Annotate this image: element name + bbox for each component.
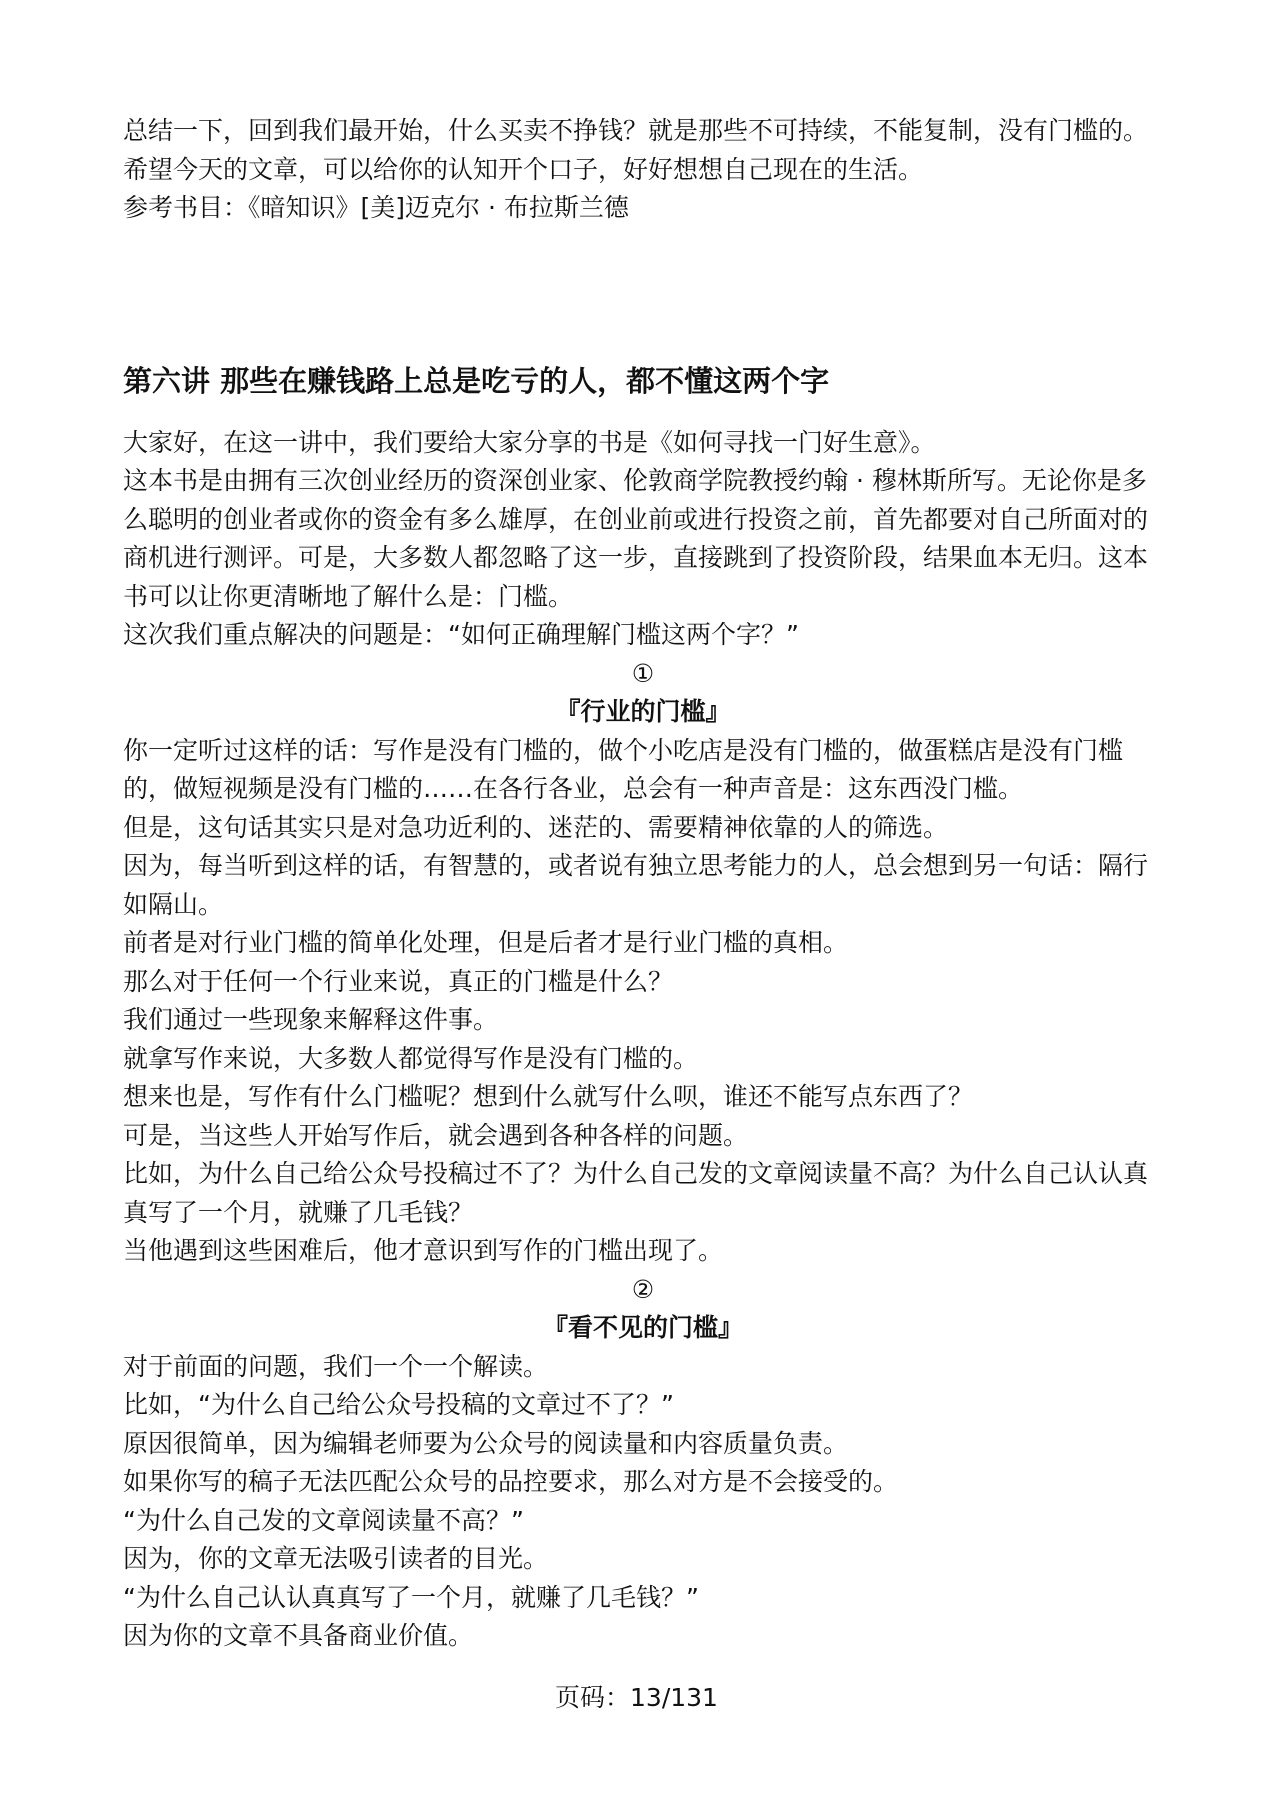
reference-line: 参考书目：《暗知识》[美]迈克尔 · 布拉斯兰德 (123, 193, 629, 222)
section-heading-1: 『行业的门槛』 (555, 697, 731, 726)
page-number: 页码：13/131 (555, 1683, 718, 1712)
spacer (123, 401, 1163, 424)
section2-paragraph: 因为你的文章不具备商业价值。 (123, 1621, 474, 1650)
section1-paragraph: 可是，当这些人开始写作后，就会遇到各种各样的问题。 (123, 1120, 749, 1150)
section-marker-2: ② (631, 1274, 655, 1304)
section1-paragraph: 我们通过一些现象来解释这件事。 (123, 1005, 499, 1034)
section-marker-1: ① (631, 658, 655, 688)
section1-paragraph: 就拿写作来说，大多数人都觉得写作是没有门槛的。 (123, 1043, 699, 1073)
lecture-paragraph: 大家好，在这一讲中，我们要给大家分享的书是《如何寻找一门好生意》。 (123, 427, 936, 457)
section1-paragraph: 比如，为什么自己给公众号投稿过不了？为什么自己发的文章阅读量不高？为什么自己认认真真写了一个月，就赚了几毛钱？ (123, 1159, 1149, 1227)
section1-paragraph: 前者是对行业门槛的简单化处理，但是后者才是行业门槛的真相。 (123, 928, 849, 957)
section2-paragraph: 对于前面的问题，我们一个一个解读。 (123, 1351, 549, 1381)
section2-paragraph: 如果你写的稿子无法匹配公众号的品控要求，那么对方是不会接受的。 (123, 1467, 899, 1496)
section2-paragraph: 原因很简单，因为编辑老师要为公众号的阅读量和内容质量负责。 (123, 1428, 849, 1458)
document-page (123, 112, 1163, 1656)
section1-paragraph: 但是，这句话其实只是对急功近利的、迷茫的、需要精神依靠的人的筛选。 (123, 812, 949, 842)
section2-paragraph: “为什么自己发的文章阅读量不高？” (123, 1505, 524, 1535)
lecture-paragraph: 这本书是由拥有三次创业经历的资深创业家、伦敦商学院教授约翰 · 穆林斯所写。无论你是多么聪明的创业者或你的资金有多么雄厚，在创业前或进行投资之前，首先都要对自己所面对的商机进行测评。可是，大多数人都忽略了这一步，直接跳到了投资阶段，结果血本无归。这本书可以让你更清晰地了解什么是：门槛。 (123, 466, 1149, 611)
section2-paragraph: 因为，你的文章无法吸引读者的目光。 (123, 1544, 549, 1573)
section2-paragraph: 比如，“为什么自己给公众号投稿的文章过不了？” (123, 1390, 674, 1419)
section2-paragraph: “为什么自己认认真真写了一个月，就赚了几毛钱？” (123, 1582, 699, 1612)
section1-paragraph: 你一定听过这样的话：写作是没有门槛的，做个小吃店是没有门槛的，做蛋糕店是没有门槛的，做短视频是没有门槛的……在各行各业，总会有一种声音是：这东西没门槛。 (123, 735, 1124, 803)
section1-paragraph: 因为，每当听到这样的话，有智慧的，或者说有独立思考能力的人，总会想到另一句话：隔行如隔山。 (123, 851, 1149, 919)
lecture-paragraph: 这次我们重点解决的问题是：“如何正确理解门槛这两个字？” (123, 620, 799, 649)
summary-paragraph: 总结一下，回到我们最开始，什么买卖不挣钱？就是那些不可持续，不能复制，没有门槛的。希望今天的文章，可以给你的认知开个口子，好好想想自己现在的生活。 (123, 116, 1149, 184)
section1-paragraph: 那么对于任何一个行业来说，真正的门槛是什么？ (123, 966, 674, 996)
spacer (123, 228, 1163, 361)
section1-paragraph: 想来也是，写作有什么门槛呢？想到什么就写什么呗，谁还不能写点东西了？ (123, 1082, 974, 1111)
section1-paragraph: 当他遇到这些困难后，他才意识到写作的门槛出现了。 (123, 1236, 724, 1265)
lecture-title: 第六讲 那些在赚钱路上总是吃亏的人，都不懂这两个字 (123, 363, 830, 398)
section-heading-2: 『看不见的门槛』 (542, 1313, 743, 1342)
